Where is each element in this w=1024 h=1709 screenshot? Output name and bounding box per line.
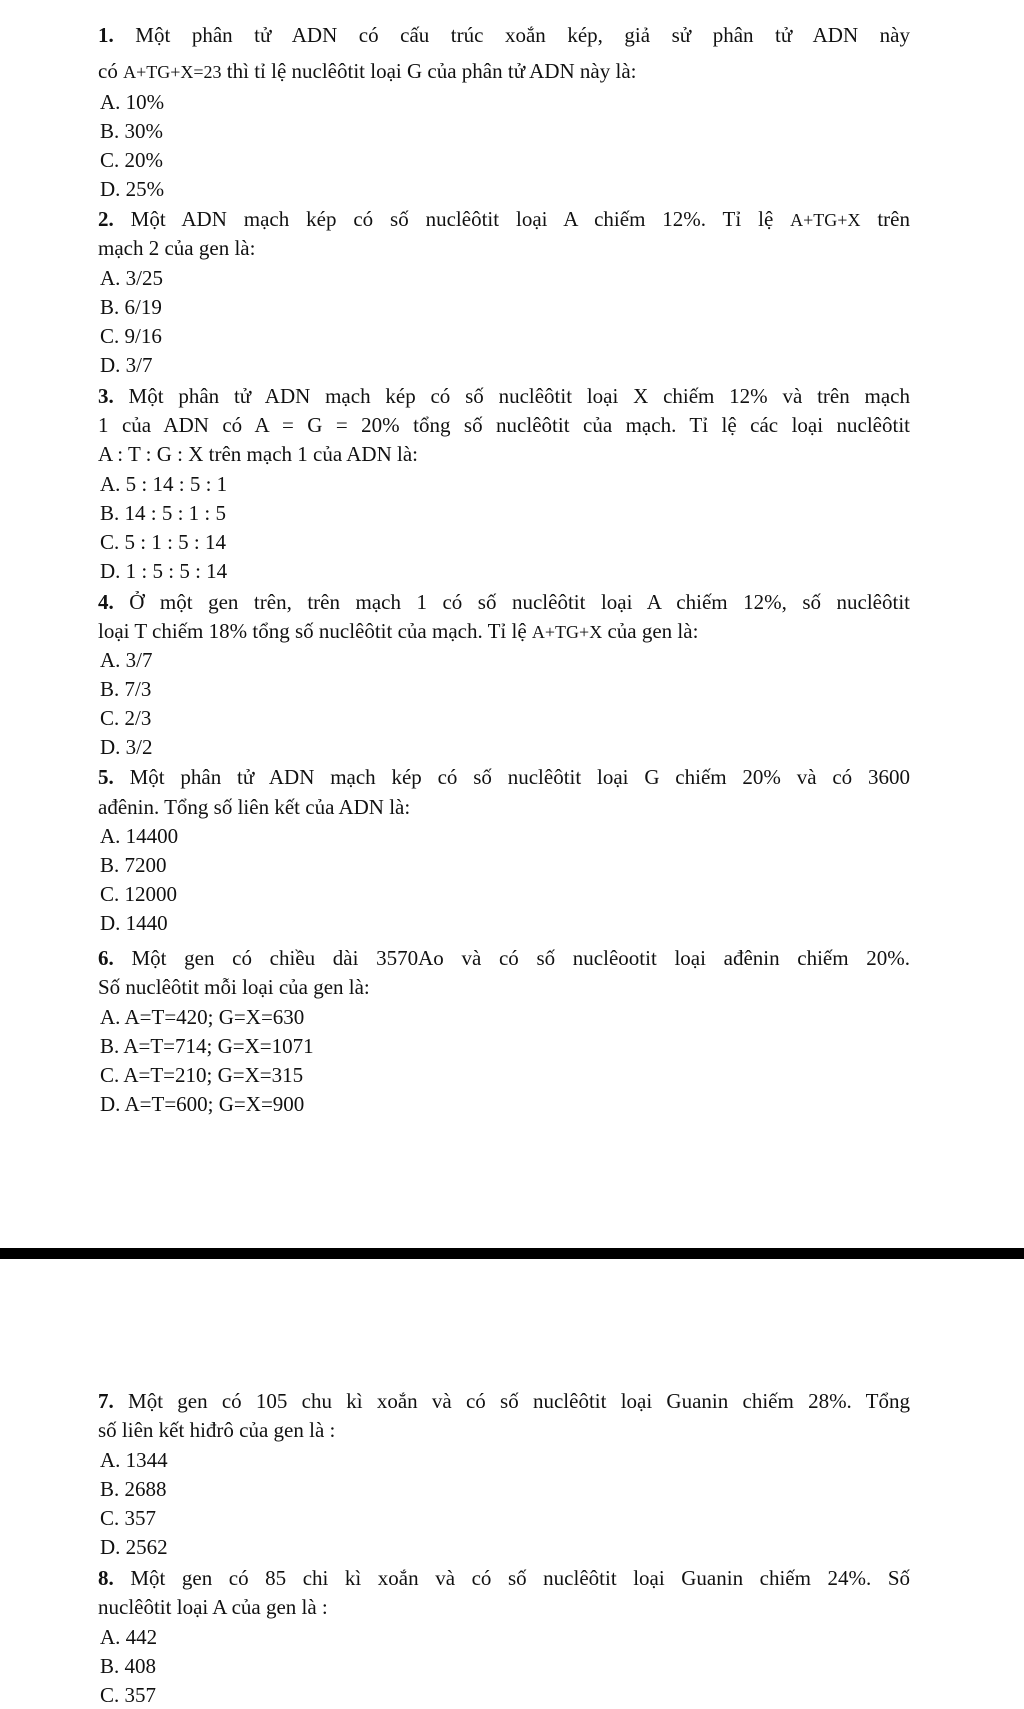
option-5a: A. 14400	[100, 824, 179, 848]
option-4d: D. 3/2	[100, 735, 153, 759]
question-7-line-2	[98, 1416, 910, 1444]
option-6b: B. A=T=714; G=X=1071	[100, 1034, 314, 1058]
option-6a: A. A=T=420; G=X=630	[100, 1005, 305, 1029]
question-text: ađênin. Tổng số liên kết của ADN là:	[98, 795, 411, 819]
option-6d: D. A=T=600; G=X=900	[100, 1092, 305, 1116]
option-2c: C. 9/16	[100, 324, 162, 348]
option-3d: D. 1 : 5 : 5 : 14	[100, 559, 228, 583]
question-3-line-1	[98, 382, 910, 410]
question-number: 5.	[98, 765, 114, 789]
option-3a: A. 5 : 14 : 5 : 1	[100, 472, 228, 496]
option-1a: A. 10%	[100, 90, 165, 114]
option-1d: D. 25%	[100, 177, 165, 201]
option-8c: C. 357	[100, 1683, 157, 1707]
question-number: 6.	[98, 946, 114, 970]
question-text: Số nuclêôtit mỗi loại của gen là:	[98, 975, 370, 999]
option-4a: A. 3/7	[100, 648, 153, 672]
question-text: Một gen có 105 chu kì xoắn và có số nuclêôtit loại Guanin chiếm 28%. Tổng	[128, 1389, 910, 1413]
question-text: Một gen có 85 chi kì xoắn và có số nuclêôtit loại Guanin chiếm 24%. Số	[130, 1566, 910, 1590]
question-text: loại T chiếm 18% tổng số nuclêôtit của mạch. Tỉ lệ	[98, 619, 532, 643]
question-text: 1 của ADN có A = G = 20% tổng số nuclêôtit của mạch. Tỉ lệ các loại nuclêôtit	[98, 413, 910, 437]
question-8-line-1	[98, 1564, 910, 1592]
question-text: Một phân tử ADN mạch kép có số nuclêôtit loại G chiếm 20% và có 3600	[129, 765, 910, 789]
option-5d: D. 1440	[100, 911, 168, 935]
option-8b: B. 408	[100, 1654, 157, 1678]
option-1b: B. 30%	[100, 119, 163, 143]
question-5-line-1	[98, 763, 910, 791]
ratio-formula: A+TG+X	[790, 210, 861, 230]
question-text: Một gen có chiều dài 3570Ao và có số nuclêootit loại ađênin chiếm 20%.	[131, 946, 910, 970]
question-text: số liên kết hiđrô của gen là :	[98, 1418, 336, 1442]
question-number: 2.	[98, 207, 114, 231]
option-4c: C. 2/3	[100, 706, 152, 730]
option-7d: D. 2562	[100, 1535, 168, 1559]
option-1c: C. 20%	[100, 148, 163, 172]
option-2a: A. 3/25	[100, 266, 163, 290]
page-separator-bar	[0, 1248, 1024, 1259]
option-3c: C. 5 : 1 : 5 : 14	[100, 530, 227, 554]
option-5c: C. 12000	[100, 882, 178, 906]
option-2d: D. 3/7	[100, 353, 153, 377]
question-3-line-2	[98, 411, 910, 439]
question-text: Một phân tử ADN có cấu trúc xoắn kép, giả sử phân tử ADN này	[135, 23, 910, 47]
question-number: 3.	[98, 384, 114, 408]
question-4-line-2	[98, 617, 910, 646]
question-text: của gen là:	[602, 619, 699, 643]
option-7a: A. 1344	[100, 1448, 168, 1472]
question-3-line-3	[98, 440, 910, 468]
option-7c: C. 357	[100, 1506, 157, 1530]
question-text: mạch 2 của gen là:	[98, 236, 256, 260]
option-6c: C. A=T=210; G=X=315	[100, 1063, 304, 1087]
ratio-formula: A+TG+X=23	[123, 62, 222, 82]
ratio-formula: A+TG+X	[531, 622, 603, 642]
option-4b: B. 7/3	[100, 677, 152, 701]
question-text: có	[98, 59, 124, 83]
option-8a: A. 442	[100, 1625, 158, 1649]
question-number: 1.	[98, 23, 114, 47]
question-2-line-2	[98, 234, 910, 262]
question-text: A : T : G : X trên mạch 1 của ADN là:	[98, 442, 419, 466]
question-text: Ở một gen trên, trên mạch 1 có số nuclêôtit loại A chiếm 12%, số nuclêôtit	[129, 590, 910, 614]
question-text: thì tỉ lệ nuclêôtit loại G của phân tử ADN này là:	[221, 59, 637, 83]
option-7b: B. 2688	[100, 1477, 167, 1501]
option-2b: B. 6/19	[100, 295, 162, 319]
question-4-line-1	[98, 588, 910, 616]
question-1-line-1	[98, 21, 910, 49]
question-5-line-2	[98, 793, 910, 821]
question-text: Một ADN mạch kép có số nuclêôtit loại A chiếm 12%. Tỉ lệ	[130, 207, 791, 231]
question-text: Một phân tử ADN mạch kép có số nuclêôtit loại X chiếm 12% và trên mạch	[128, 384, 910, 408]
question-6-line-2	[98, 973, 910, 1001]
question-7-line-1	[98, 1387, 910, 1415]
question-6-line-1	[98, 944, 910, 972]
option-3b: B. 14 : 5 : 1 : 5	[100, 501, 227, 525]
option-5b: B. 7200	[100, 853, 167, 877]
question-8-line-2	[98, 1593, 910, 1621]
question-number: 7.	[98, 1389, 114, 1413]
question-number: 8.	[98, 1566, 114, 1590]
question-number: 4.	[98, 590, 114, 614]
question-text: nuclêôtit loại A của gen là :	[98, 1595, 328, 1619]
question-text: trên	[860, 207, 910, 231]
question-2-line-1	[98, 205, 910, 234]
question-1-line-2	[98, 57, 910, 86]
